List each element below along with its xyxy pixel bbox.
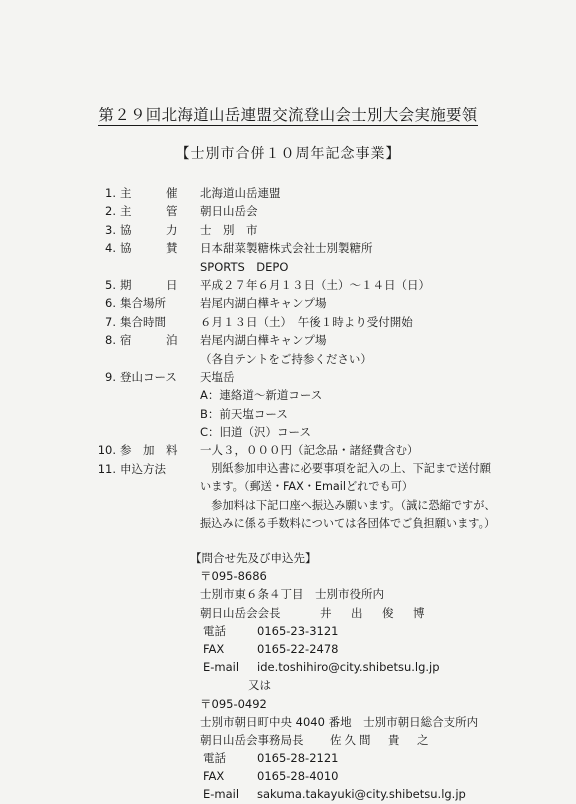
course-item — [0, 386, 576, 404]
fax-label: FAX — [203, 769, 225, 784]
contact-row — [0, 640, 576, 658]
email-label: E-mail — [203, 787, 240, 802]
email-label: E-mail — [203, 660, 240, 675]
item-label: 集合時間 — [120, 314, 166, 329]
item-value: 一人３，０００円（記念品・諸経費含む） — [200, 443, 419, 458]
course-item — [0, 423, 576, 441]
item-value: 平成２７年６月１３日（土）～１４日（日） — [200, 277, 430, 292]
contact-row — [0, 785, 576, 803]
item-label: 協 力 — [120, 222, 178, 237]
fax-label: FAX — [203, 641, 225, 656]
item-label: 主 催 — [120, 186, 178, 200]
contact-row — [0, 713, 576, 731]
contact-row — [0, 695, 576, 713]
contact-name: 佐久間 貴 之 — [330, 732, 432, 747]
list-item — [0, 221, 576, 239]
item-number: 10. — [97, 443, 116, 458]
item-value: 日本甜菜製糖株式会社士別製糖所 — [200, 241, 373, 256]
item-number: 11. — [97, 461, 116, 476]
list-item — [0, 460, 576, 478]
item-value-secondary: SPORTS DEPO — [200, 259, 289, 274]
item-value: 天塩岳 — [200, 369, 235, 384]
item-number: 4. — [105, 241, 116, 256]
contact-row — [0, 622, 576, 640]
contact-row — [0, 767, 576, 785]
fax-number: 0165-28-4010 — [257, 769, 339, 784]
item-number: 9. — [105, 369, 116, 384]
list-item — [0, 294, 576, 312]
item-list — [0, 184, 576, 533]
list-item-continuation — [0, 515, 576, 533]
contact-role: 朝日山岳会事務局長 — [200, 732, 304, 747]
item-value: 岩尾内湖白樺キャンプ場 — [200, 333, 327, 348]
item-label: 登山コース — [120, 369, 177, 384]
course-a: A：連絡道～新道コース — [200, 388, 323, 403]
email-address: ide.toshihiro@city.shibetsu.lg.jp — [257, 660, 440, 675]
item-number: 1. — [105, 186, 116, 200]
contact-row — [0, 731, 576, 749]
item-label: 集合場所 — [120, 296, 166, 311]
item-number: 8. — [105, 333, 116, 348]
item-label: 期 日 — [120, 277, 178, 292]
item-value: 朝日山岳会 — [200, 204, 258, 219]
contact-row — [0, 567, 576, 585]
item-label: 主 管 — [120, 204, 178, 219]
contact-heading: 【問合せ先及び申込先】 — [190, 551, 317, 565]
tel-number: 0165-23-3121 — [257, 623, 339, 638]
item-label: 協 賛 — [120, 241, 178, 256]
fax-number: 0165-22-2478 — [257, 641, 339, 656]
item-number: 6. — [105, 296, 116, 311]
email-address: sakuma.takayuki@city.shibetsu.lg.jp — [257, 787, 466, 802]
list-item — [0, 331, 576, 349]
item-value: ６月１３日（土） 午後１時より受付開始 — [200, 314, 413, 329]
contact-heading-row — [0, 549, 576, 567]
item-number: 3. — [105, 222, 116, 237]
item-label: 宿 泊 — [120, 333, 178, 348]
list-item-continuation — [0, 258, 576, 276]
item-number: 5. — [105, 277, 116, 292]
address: 士別市東６条４丁目 士別市役所内 — [200, 587, 384, 602]
list-item-continuation — [0, 497, 576, 515]
application-line: 振込みに係る手数料については各団体でご負担願います。） — [200, 517, 496, 531]
postal-code: 〒095-0492 — [200, 696, 267, 711]
item-value: 北海道山岳連盟 — [200, 186, 281, 200]
or-separator: 又は — [248, 678, 271, 693]
address: 士別市朝日町中央 4040 番地 士別市朝日総合支所内 — [200, 714, 479, 729]
list-item — [0, 184, 576, 202]
list-item — [0, 441, 576, 459]
course-b: B：前天塩コース — [200, 406, 288, 421]
document-title-text: 第２９回北海道山岳連盟交流登山会士別大会実施要領 — [98, 106, 478, 124]
contact-row — [0, 658, 576, 676]
list-item-continuation — [0, 350, 576, 368]
list-item — [0, 313, 576, 331]
contact-name: 井 出 俊 博 — [320, 605, 429, 620]
contact-role: 朝日山岳会会長 — [200, 605, 281, 620]
contact-row — [0, 604, 576, 622]
list-item — [0, 276, 576, 294]
item-number: 7. — [105, 314, 116, 329]
item-value: 岩尾内湖白樺キャンプ場 — [200, 296, 327, 311]
contact-row — [0, 585, 576, 603]
application-line: 別紙参加申込書に必要事項を記入の上、下記まで送付願 — [200, 461, 491, 475]
application-line: 参加料は下記口座へ振込み願います。（誠に恐縮ですが、 — [200, 498, 496, 512]
tel-label: 電話 — [203, 623, 226, 638]
tel-label: 電話 — [203, 751, 226, 766]
contact-section — [0, 549, 576, 804]
list-item — [0, 368, 576, 386]
item-value: 士 別 市 — [200, 222, 258, 237]
list-item-continuation — [0, 478, 576, 496]
item-value-secondary: （各自テントをご持参ください） — [200, 351, 372, 366]
application-line: います。（郵送・FAX・Emailどれでも可） — [200, 480, 414, 494]
item-label: 申込方法 — [120, 461, 166, 476]
document-title — [0, 103, 576, 125]
item-label: 参 加 料 — [120, 443, 178, 458]
course-item — [0, 405, 576, 423]
postal-code: 〒095-8686 — [200, 569, 267, 584]
course-c: C：旧道（沢）コース — [200, 425, 311, 440]
contact-row — [0, 749, 576, 767]
list-item — [0, 239, 576, 257]
document-subtitle: 【士別市合併１０周年記念事業】 — [175, 146, 401, 162]
item-number: 2. — [105, 204, 116, 219]
tel-number: 0165-28-2121 — [257, 751, 339, 766]
contact-row — [0, 676, 576, 694]
list-item — [0, 202, 576, 220]
